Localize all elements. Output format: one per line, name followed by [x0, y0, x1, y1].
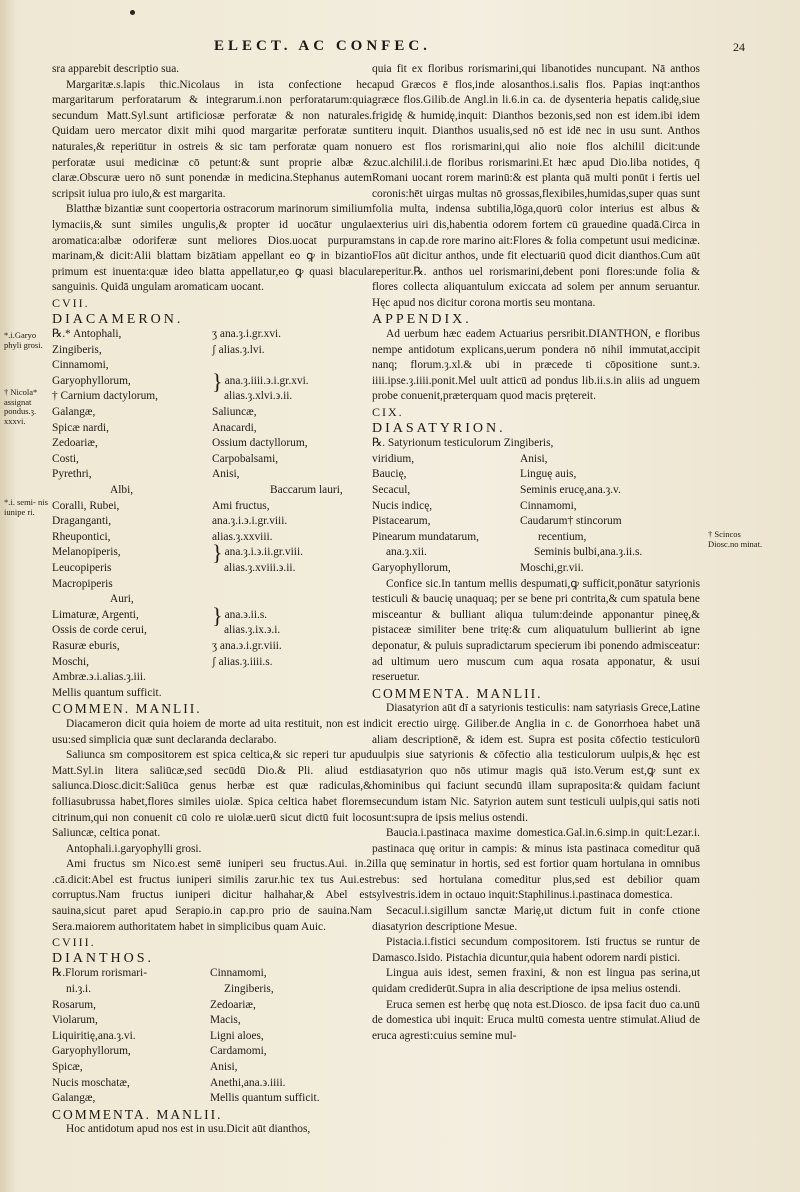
recipe-item: recentium, — [538, 530, 587, 543]
recipe-item: Ossium dactyllorum, — [212, 437, 308, 450]
recipe-dose: ʃ alias.ȝ.iiii.s. — [212, 655, 273, 668]
recipe-item: Albi, — [110, 484, 134, 497]
recipe-dose — [212, 358, 372, 374]
recipe-item: Ossis de corde cerui, — [52, 624, 147, 637]
recipe-item: Zingiberis, — [224, 983, 274, 996]
right-column — [372, 62, 700, 1044]
recipe-item: Costi, — [52, 452, 79, 465]
recipe-item: Draganganti, — [52, 515, 112, 528]
paragraph: Blatthæ bizantiæ sunt coopertoria ostracorum marinorum similium lymaciis,& sunt similes ungulis,& propter id uocātur ungula aromatica:albæ odoriferæ sunt meliores Dios.uocat purpuram marinam,& dicit:Alii blattam bizātiam appellant eo ꝙ in bizantio primum est inuenta:quæ ideo blatta appellatur,eo ꝙ quasi blacula sanguinis. Quidā ungulam aromaticam uocant. — [52, 203, 372, 294]
recipe-item: Spicæ, — [52, 1061, 83, 1073]
recipe-diacameron — [52, 327, 372, 686]
brace-icon: } — [212, 540, 223, 566]
recipe-dose: ana.ȝ.i.϶.i.gr.viii. — [212, 515, 288, 528]
recipe-item: Leucopiperis — [52, 562, 112, 574]
paragraph: Diacameron dicit quia hoiem de morte ad uita restituit, non est in usu:sed simplicia quæ sunt declaranda declarabo. — [52, 717, 372, 746]
recipe-dose: alias.ȝ.ix.϶.i. — [224, 624, 281, 637]
recipe-dose: ana.ȝ.i.϶.ii.gr.viii. — [224, 546, 303, 559]
section-title: DIASATYRION. — [372, 420, 506, 436]
margin-note-iuniperi: *.i. semi- nis iunipe ri. — [4, 497, 48, 517]
recipe-dose: ana.ȝ.xii. — [386, 546, 427, 559]
recipe-item: Cinnamomi, — [520, 499, 577, 512]
recipe-item: Macis, — [210, 1014, 241, 1027]
brace-icon: } — [212, 368, 223, 394]
recipe-dianthos — [52, 966, 372, 1106]
appendix-title: APPENDIX. — [372, 311, 472, 327]
recipe-dose — [212, 670, 372, 686]
recipe-dose: ana.ȝ.iiii.϶.i.gr.xvi. — [224, 374, 309, 387]
paragraph: Baucia.i.pastinaca maxime domestica.Gal.in.6.simp.in quit:Lezar.i. pastinaca quę oritur in campis: & minus ista pastinaca comeditur quā illa quę seminatur in hortis, sed est fortior quam hortulana in omnibus rebus: sed hortulana comeditur plus,sed est debilior quam sylvestris.idem in octauo inquit:Staphilinus.i.pastinaca domestica. — [372, 827, 700, 902]
recipe-dose: alias.ȝ.xxviii. — [212, 530, 273, 543]
margin-note-garyophyli: *.i.Garyo phyli grosi. — [4, 330, 43, 350]
recipe-item: Moschi,gr.vii. — [520, 562, 584, 574]
recipe-item: ni.ȝ.i. — [66, 983, 92, 996]
recipe-item: Moschi, — [52, 655, 90, 668]
recipe-item: Zedoariæ, — [210, 998, 256, 1011]
running-header — [0, 38, 800, 58]
recipe-item: Mellis quantum sufficit. — [210, 1092, 320, 1105]
recipe-item: Garyophyllorum, — [52, 1045, 131, 1058]
recipe-dose: ʒ ana.϶.i.gr.viii. — [212, 639, 282, 652]
paragraph: Hoc antidotum apud nos est in usu.Dicit aūt dianthos, — [66, 1123, 311, 1136]
section-number: CVIII. — [52, 935, 96, 950]
recipe-item: Melanopiperis, — [52, 546, 121, 559]
recipe-item: viridium, — [372, 452, 415, 465]
paragraph: Secacul.i.sigillum sanctæ Marię,ut dictum fuit in confe ctione diasatyrion descriptione Mesue. — [372, 905, 700, 933]
recipe-item: Anisi, — [212, 468, 240, 481]
recipe-item: Pinearum mundatarum, — [372, 530, 479, 543]
recipe-item: Baucię, — [372, 468, 407, 481]
recipe-item: Baccarum lauri, — [270, 484, 343, 497]
recipe-item: Rheupontici, — [52, 530, 111, 543]
recipe-item: Ami fructus, — [212, 499, 270, 512]
recipe-item: Rasuræ eburis, — [52, 639, 120, 652]
section-number: CIX. — [372, 405, 404, 420]
paragraph: Antophali.i.garyophylli grosi. — [66, 842, 202, 855]
left-column — [52, 62, 372, 1138]
recipe-item: Ligni aloes, — [210, 1029, 264, 1042]
recipe-dose: alias.ȝ.xviii.϶.ii. — [224, 562, 296, 574]
paragraph: Ami fructus sm Nico.est semē iuniperi seu fructus.Aui. in.2 .cā.dicit:Abel est fructus iuniperi similis zarur.hic tex tus Aui.est corruptus.Nam fructus iuniperi dicitur halhahar,& Abel est sauina,sicut paret apud Serapio.in cap.pro prio de sauina.Nam Sera.maiorem authoritatem habet in simplicibus quam Auic. — [52, 858, 372, 933]
paragraph: Pistacia.i.fistici secundum compositorem. Isti fructus se runtur de Damasco.Isido. Pistachia dicuntur,quia habent odorem nardi pistici. — [372, 936, 700, 964]
paragraph: quia fit ex floribus rorismarini,qui libanotides nuncupant. Nā anthos apud Græcos ē flos,inde alosanthos.i.salis flos. Papias inqt:anthos græce flos.Gilib.de Angl.in li.6.in ca. de dysenteria hepatis calidę,siue frigidę & humidę,inquit: Dianthos bezonis,sed non est idem.ibi idem iteru inquit. Dianthos usualis,sed nō est idē nec in usu sunt. Anthos uero est flos rorismarini,qui alio noie flos alchilil dicit:unde zuc.alchilil.i.de floribus rorismarini.Et hæc apud Dio.liba notides, q̄ Romani uocant rorem marinū:& est planta quā multi ponūt i fertis uel coronis:hēt uirgas multas nō grossas,flexibiles,humidas,super quas sunt folia multa, indensa subtilia,lōga,quorū color interius est albus & exterius uiri dis,habentia odorem fortem cū grauedine quadā.Circa in stans in cap.de rore marino ait:Flores & folia competunt usui medicinæ. Flos aūt dicitur anthos, unde fit electuariū quod dicit dianthos.Cum aūt reperitur.℞. anthos uel rorismarini,debent poni flores:unde folia & flores collecta aliquantulum exiccata ad solem per annum seruantur. Hęc apud nos dicitur corona mortis seu montana. — [372, 63, 700, 309]
ink-spot — [130, 10, 135, 15]
recipe-item: Auri, — [110, 593, 134, 606]
recipe-item: Ambræ.϶.i.alias.ȝ.iii. — [52, 671, 146, 684]
recipe-dose — [270, 592, 372, 608]
section-title: DIACAMERON. — [52, 311, 184, 327]
recipe-item: Anacardi, — [212, 421, 257, 434]
recipe-item: Coralli, Rubei, — [52, 499, 120, 512]
recipe-dose: alias.ȝ.xlvi.϶.ii. — [224, 390, 293, 403]
recipe-dose: ana.϶.ii.s. — [224, 608, 268, 621]
recipe-item: Violarum, — [52, 1014, 98, 1027]
recipe-item: Macropiperis — [52, 577, 113, 590]
recipe-item: ℞.Florum rorismari- — [52, 967, 147, 980]
section-title: DIANTHOS. — [52, 950, 155, 966]
recipe-diasatyrion — [372, 452, 700, 577]
recipe-item: Carpobalsami, — [212, 452, 279, 465]
section-number: CVII. — [52, 295, 90, 310]
recipe-item: Anisi, — [520, 452, 548, 465]
commentary-title: COMMEN. MANLII. — [52, 701, 202, 717]
recipe-closing: Mellis quantum sufficit. — [52, 686, 162, 699]
recipe-item: Garyophyllorum, — [52, 374, 131, 387]
recipe-item: Galangæ, — [52, 406, 96, 419]
recipe-dose — [212, 577, 372, 593]
margin-note-nicolaus: † Nicola* assignat pondus.ȝ. xxxvi. — [4, 387, 38, 426]
recipe-item: Anethi,ana.϶.iiii. — [210, 1076, 286, 1089]
recipe-dose: ʃ alias.ȝ.lvi. — [212, 343, 265, 356]
paragraph: Ad uerbum hæc eadem Actuarius persribit.DIANTHON, e floribus nempe antidotum explicans,uerum pondera nō nihil immutat,accipit nanq; florum.ȝ.xl.& ubi in præcede ti cōpositione sunt.϶. iiii.ipse.ȝ.iiii.ponit.Mel uult atticū ad pondus lib.ii.s.in aliis ad unguem probe conuenit,præterquam quod macis prętereit. — [372, 328, 700, 403]
recipe-item: Spicæ nardi, — [52, 421, 109, 434]
recipe-item: Rosarum, — [52, 998, 96, 1011]
margin-note-scincos: † Scincos Diosc.no minat. — [708, 529, 763, 549]
commentary-title: COMMENTA. MANLII. — [52, 1106, 223, 1122]
recipe-item: Seminis erucę,ana.ȝ.v. — [520, 484, 621, 497]
recipe-item: Cinnamomi, — [210, 967, 267, 980]
recipe-item: Garyophyllorum, — [372, 562, 451, 574]
recipe-item: Caudarum† stincorum — [520, 515, 622, 528]
recipe-item: Saliuncæ, — [212, 406, 257, 419]
recipe-item: Seminis bulbi,ana.ȝ.ii.s. — [534, 546, 643, 559]
recipe-item: Secacul, — [372, 484, 411, 497]
recipe-item: Limaturæ, Argenti, — [52, 608, 139, 621]
running-title: ELECT. AC CONFEC. — [214, 38, 431, 54]
brace-icon: } — [212, 602, 223, 628]
paragraph: sra apparebit descriptio sua. — [52, 63, 180, 75]
paragraph: Diasatyrion aūt dī a satyrionis testiculis: nam satyriasis Grece,Latine dicit erectio uirgę. Giliber.de Anglia in c. de Gonorrhoea habet unā aliam descriptionē, & idem est. Supra est posita cōfectio testiculorū uulpis siue satyrionis & cōfectio alia testiculorum uulpis,& hęc est diasatyrion quo nōs utimur magis quā isto.Verum est,ꝙ sunt ex hominibus qui faciunt secundū illam supraposita:& quidam faciunt secundum istam Nic. Satyrion autem sunt testiculi uulpis,qui satis noti sunt:supra de ipsis melius ostendi. — [372, 702, 700, 824]
recipe-dose: ʒ ana.ȝ.i.gr.xvi. — [212, 328, 282, 341]
recipe-item: † Carnium dactylorum, — [52, 390, 158, 403]
recipe-item: ℞.* Antophali, — [52, 328, 122, 341]
recipe-item: Nucis moschatæ, — [52, 1076, 130, 1089]
paragraph: Confice sic.In tantum mellis despumati,ꝙ sufficit,ponātur satyrionis testiculi & baucię unaquaq; per se bene pri contrita,& cum spatula bene misceantur & bulliant aliqua tulum:deinde apponantur pineę,& pistaceæ similiter bene tritę:& cum aliquatulum bullierint ab igne deponatur, & puluis supradictarum specierum ibi ponendo admisceatur: ad ultimum uero muscum cum aqua rosata apponatur, & usui reseruetur. — [372, 577, 700, 684]
commentary-title: COMMENTA. MANLII. — [372, 685, 543, 701]
recipe-item: Zingiberis, — [52, 343, 102, 356]
recipe-item: Galangæ, — [52, 1092, 96, 1105]
recipe-item: Anisi, — [210, 1061, 238, 1073]
paragraph: Margaritæ.s.lapis thic.Nicolaus in ista confectione hec margaritarum perforatarum & integrarum.i.non perforatarum:quia secundum Matt.Syl.sunt artificiosæ perforatæ & non naturales. Quidam uero mercator dixit mihi quod margaritæ perforatæ sunt naturales,& reperiūtur in ostreis & sic tam perforatæ quam non perforatæ usui medicinæ cō petunt:& sunt proprie albæ & claræ.Obscuræ uero nō sunt ponendæ in medicina.Stephanus autem scripsit iulua pro iulo,& est margarita. — [52, 78, 372, 200]
recipe-item: Cardamomi, — [210, 1045, 267, 1058]
recipe-item: Nucis indicę, — [372, 499, 433, 512]
recipe-first-line: ℞. Satyrionum testiculorum Zingiberis, — [372, 437, 554, 450]
page-number: 24 — [733, 40, 745, 54]
recipe-item: Pistacearum, — [372, 515, 431, 528]
recipe-item: Linguę auis, — [520, 468, 577, 481]
recipe-item: Cinnamomi, — [52, 359, 109, 372]
paragraph: Saliunca sm compositorem est spica celtica,& sic reperi tur apud Matt.Syl.in litera saliūcæ,sed secūdū Dio.& Pli. aliud est saliunca.Diosc.dicit:Saliūca genus herbæ est quæ radiculas,& folliasubrussa habet,flores similes uiolæ. Spica celtica habet florem citrinum,qui non conuenit cū colo re uiolæ.uerū sicut dictū fuit loco Saliuncæ, celtica ponat. — [52, 749, 372, 840]
paragraph: Lingua auis idest, semen fraxini, & non est lingua pas serina,ut quidam crediderūt.Supra in alia descriptione de ipsa melius ostendi. — [372, 967, 700, 996]
recipe-item: Pyrethri, — [52, 468, 92, 481]
recipe-item: Zedoariæ, — [52, 437, 98, 450]
recipe-item: Liquiritię,ana.ȝ.vi. — [52, 1029, 136, 1042]
paragraph: Eruca semen est herbę quę nota est.Diosco. de ipsa facit duo ca.unū de domestica ubi inquit: Eruca multū comesta uentre stimulat.Aliud de eruca agresti:cuius semine mul- — [372, 998, 700, 1042]
